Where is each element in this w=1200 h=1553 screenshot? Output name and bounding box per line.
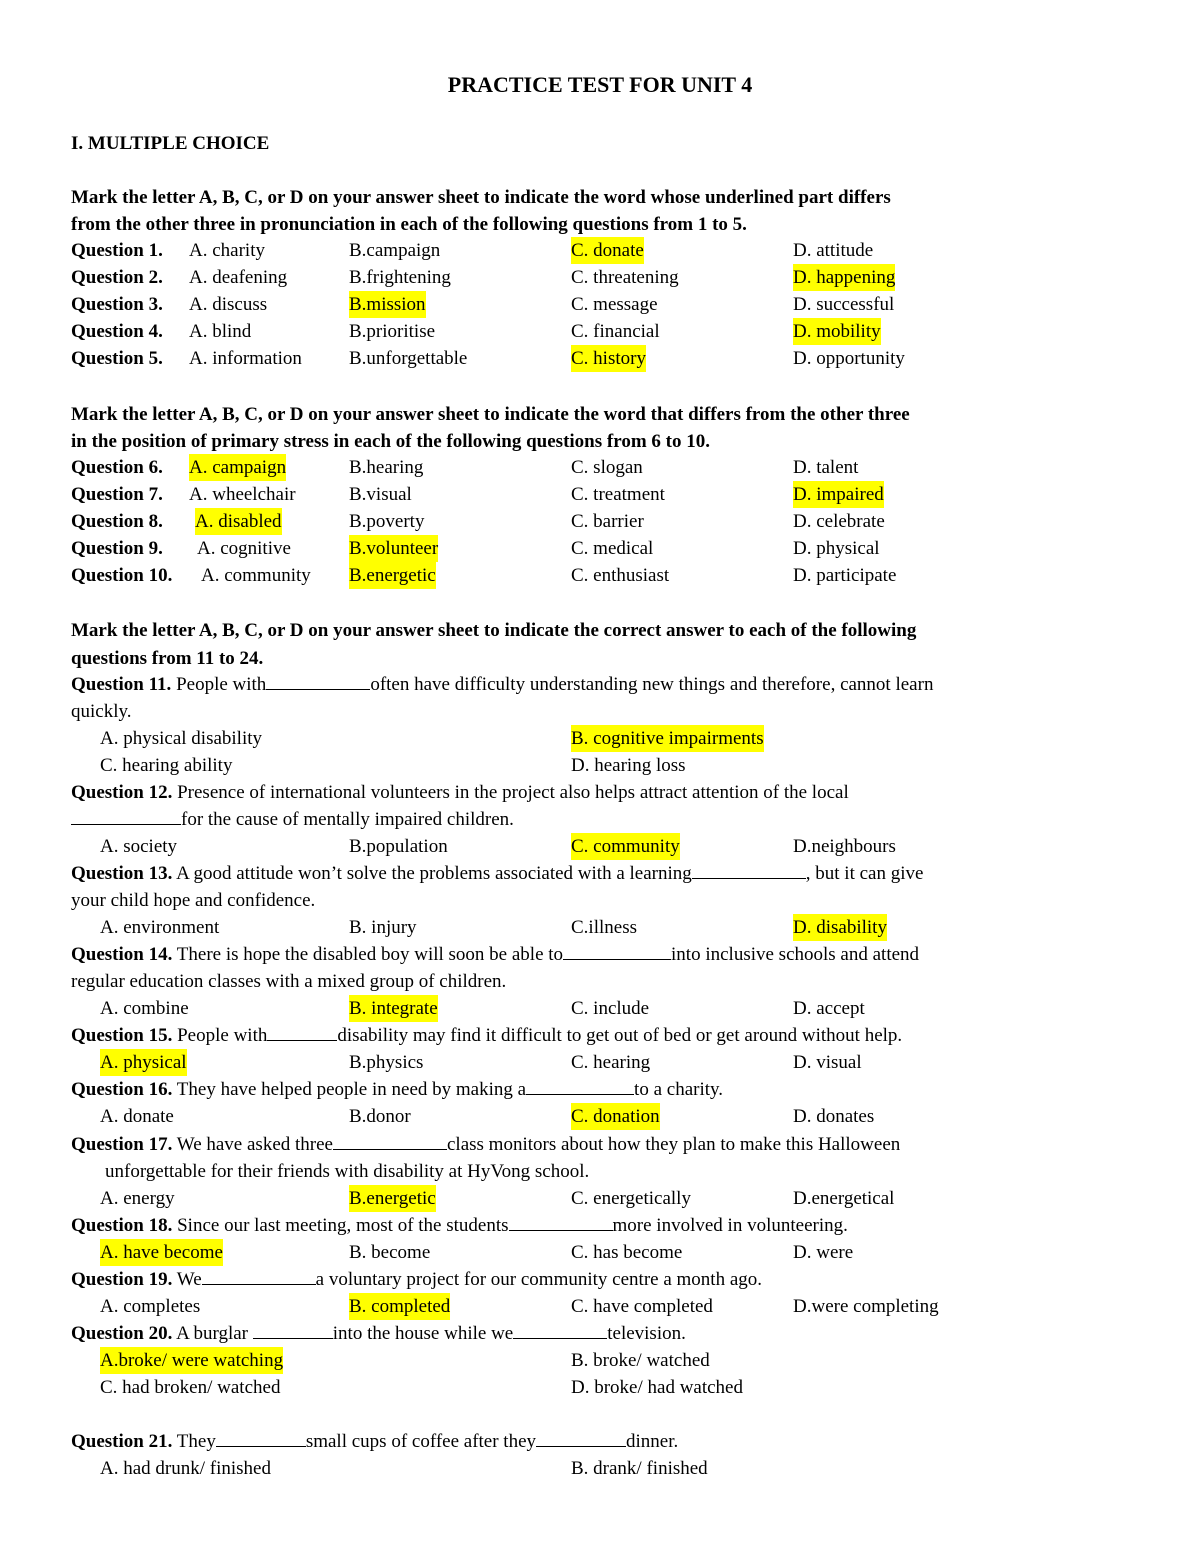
answer-blank: [333, 1131, 447, 1150]
option-c: C. hearing: [571, 1052, 651, 1073]
option-c-answer: C. donation: [571, 1103, 660, 1130]
option-d: D.were completing: [793, 1296, 939, 1317]
option-b: B.hearing: [349, 457, 424, 478]
option-d: D.energetical: [793, 1188, 895, 1209]
option-d: D. successful: [793, 294, 895, 315]
option-a: A. combine: [100, 998, 189, 1019]
option-b-answer: B. integrate: [349, 995, 438, 1022]
question-1: [71, 237, 1151, 264]
question-15-options: [71, 1049, 1151, 1076]
question-12-stem: [71, 779, 849, 806]
option-c: C. treatment: [571, 484, 665, 505]
option-c: C.illness: [571, 917, 637, 938]
option-a: A. completes: [100, 1296, 201, 1317]
stem-text: class monitors about how they plan to make this Halloween: [446, 1134, 901, 1155]
question-label: Question 17.: [71, 1134, 173, 1155]
option-c: C. slogan: [571, 457, 643, 478]
question-label: Question 19.: [71, 1269, 173, 1290]
stem-text: into inclusive schools and attend: [671, 944, 920, 965]
option-b: B. injury: [349, 917, 417, 938]
option-c-answer: C. history: [571, 345, 646, 372]
option-a: A. cognitive: [197, 538, 291, 559]
option-d: D. opportunity: [793, 348, 905, 369]
stem-text: We: [176, 1269, 202, 1290]
option-b-answer: B. cognitive impairments: [571, 725, 764, 752]
question-4: [71, 318, 1151, 345]
answer-blank: [692, 860, 806, 879]
option-a: A. had drunk/ finished: [100, 1458, 271, 1479]
question-14-stem-cont: regular education classes with a mixed group of children.: [71, 971, 507, 992]
question-label: Question 5.: [71, 348, 163, 369]
question-label: Question 1.: [71, 240, 163, 261]
stem-text: , but it can give: [805, 863, 924, 884]
question-label: Question 3.: [71, 294, 163, 315]
question-12-stem-cont: [71, 806, 514, 833]
option-d: D. physical: [793, 538, 880, 559]
option-a: A. society: [100, 836, 178, 857]
question-label: Question 4.: [71, 321, 163, 342]
option-d: D. hearing loss: [571, 755, 686, 776]
question-21-options: [71, 1455, 1151, 1482]
answer-blank: [509, 1212, 613, 1231]
question-20-options-2: [71, 1374, 1151, 1401]
instruction-2-line-2: in the position of primary stress in each of the following questions from 6 to 10.: [71, 431, 710, 452]
option-c: C. has become: [571, 1242, 683, 1263]
question-17-stem-cont: unforgettable for their friends with disability at HyVong school.: [105, 1161, 590, 1182]
answer-blank: [267, 1022, 337, 1041]
question-8: [71, 508, 1151, 535]
question-15-stem: [71, 1022, 902, 1049]
stem-text: more involved in volunteering.: [612, 1215, 848, 1236]
question-17-stem: [71, 1131, 900, 1158]
answer-blank: [563, 941, 671, 960]
question-6: [71, 454, 1151, 481]
question-label: Question 16.: [71, 1079, 173, 1100]
option-b: B.prioritise: [349, 321, 436, 342]
question-17-options: [71, 1185, 1151, 1212]
question-3: [71, 291, 1151, 318]
answer-blank: [526, 1076, 634, 1095]
stem-text: television.: [607, 1323, 686, 1344]
stem-text: for the cause of mentally impaired children.: [181, 809, 514, 830]
question-21-stem: [71, 1428, 678, 1455]
instruction-2-line-1: Mark the letter A, B, C, or D on your answer sheet to indicate the word that differs from the other three: [71, 404, 910, 425]
option-b: B. become: [349, 1242, 431, 1263]
question-label: Question 8.: [71, 511, 163, 532]
question-7: [71, 481, 1151, 508]
option-a-answer: A. campaign: [189, 454, 286, 481]
option-b-answer: B.energetic: [349, 562, 436, 589]
question-label: Question 18.: [71, 1215, 173, 1236]
option-a-answer: A. disabled: [195, 508, 282, 535]
option-d: D. participate: [793, 565, 897, 586]
option-c: C. include: [571, 998, 650, 1019]
option-a: A. physical disability: [100, 728, 263, 749]
question-20-stem: [71, 1320, 686, 1347]
option-d: D. accept: [793, 998, 865, 1019]
option-c: C. threatening: [571, 267, 679, 288]
stem-text: A burglar: [176, 1323, 249, 1344]
option-c: C. barrier: [571, 511, 644, 532]
option-a-answer: A.broke/ were watching: [100, 1347, 283, 1374]
option-c: C. financial: [571, 321, 660, 342]
question-label: Question 2.: [71, 267, 163, 288]
option-a-answer: A. physical: [100, 1049, 187, 1076]
question-20-options: [71, 1347, 1151, 1374]
option-d: D. celebrate: [793, 511, 885, 532]
option-c-answer: C. donate: [571, 237, 644, 264]
question-11-options: [71, 725, 1151, 752]
option-a: A. energy: [100, 1188, 175, 1209]
question-5: [71, 345, 1151, 372]
question-13-stem: [71, 860, 923, 887]
option-a: A. donate: [100, 1106, 174, 1127]
question-19-options: [71, 1293, 1151, 1320]
option-a: A. discuss: [189, 294, 268, 315]
option-d: D. broke/ had watched: [571, 1377, 743, 1398]
answer-blank: [536, 1428, 626, 1447]
question-16-stem: [71, 1076, 723, 1103]
question-13-options: [71, 914, 1151, 941]
question-18-options: [71, 1239, 1151, 1266]
question-11-stem: [71, 671, 933, 698]
question-9: [71, 535, 1151, 562]
question-label: Question 21.: [71, 1431, 173, 1452]
question-14-stem: [71, 941, 919, 968]
option-c: C. hearing ability: [100, 755, 233, 776]
option-d: D. were: [793, 1242, 854, 1263]
question-13-stem-cont: your child hope and confidence.: [71, 890, 316, 911]
answer-blank: [266, 671, 370, 690]
option-c-answer: C. community: [571, 833, 680, 860]
question-label: Question 7.: [71, 484, 163, 505]
option-a: A. blind: [189, 321, 252, 342]
option-d-answer: D. happening: [793, 264, 895, 291]
option-b: B.frightening: [349, 267, 451, 288]
question-10: [71, 562, 1151, 589]
stem-text: A good attitude won’t solve the problems associated with a learning: [176, 863, 692, 884]
question-label: Question 13.: [71, 863, 173, 884]
option-d: D. donates: [793, 1106, 875, 1127]
stem-text: Presence of international volunteers in the project also helps attract attention of the local: [177, 782, 849, 803]
answer-blank: [253, 1320, 333, 1339]
option-d: D. attitude: [793, 240, 874, 261]
question-label: Question 12.: [71, 782, 173, 803]
answer-blank: [71, 806, 181, 825]
instruction-1-line-2: from the other three in pronunciation in each of the following questions from 1 to 5.: [71, 214, 747, 235]
answer-blank: [216, 1428, 306, 1447]
question-12-options: [71, 833, 1151, 860]
stem-text: People with: [176, 674, 267, 695]
option-b: B. drank/ finished: [571, 1458, 708, 1479]
option-b-answer: B. completed: [349, 1293, 450, 1320]
answer-blank: [202, 1266, 316, 1285]
stem-text: People with: [177, 1025, 268, 1046]
answer-blank: [513, 1320, 607, 1339]
page-title: PRACTICE TEST FOR UNIT 4: [447, 72, 753, 97]
option-d: D.neighbours: [793, 836, 896, 857]
instruction-1-line-1: Mark the letter A, B, C, or D on your answer sheet to indicate the word whose underlined part differs: [71, 187, 891, 208]
option-c: C. have completed: [571, 1296, 713, 1317]
stem-text: There is hope the disabled boy will soon be able to: [176, 944, 564, 965]
question-11-stem-cont: quickly.: [71, 701, 132, 722]
question-label: Question 14.: [71, 944, 173, 965]
question-label: Question 20.: [71, 1323, 173, 1344]
question-label: Question 10.: [71, 565, 173, 586]
option-c: C. energetically: [571, 1188, 691, 1209]
question-label: Question 6.: [71, 457, 163, 478]
stem-text: small cups of coffee after they: [305, 1431, 537, 1452]
option-d-answer: D. mobility: [793, 318, 881, 345]
option-b-answer: B.volunteer: [349, 535, 438, 562]
option-b: B.visual: [349, 484, 412, 505]
option-c: C. had broken/ watched: [100, 1377, 281, 1398]
stem-text: disability may find it difficult to get out of bed or get around without help.: [337, 1025, 903, 1046]
option-b-answer: B.mission: [349, 291, 426, 318]
stem-text: a voluntary project for our community centre a month ago.: [315, 1269, 763, 1290]
stem-text: dinner.: [626, 1431, 679, 1452]
option-c: C. message: [571, 294, 658, 315]
option-d: D. talent: [793, 457, 859, 478]
option-d-answer: D. impaired: [793, 481, 884, 508]
option-b: B.unforgettable: [349, 348, 468, 369]
option-a: A. deafening: [189, 267, 288, 288]
option-d: D. visual: [793, 1052, 862, 1073]
option-b-answer: B.energetic: [349, 1185, 436, 1212]
question-2: [71, 264, 1151, 291]
option-d-answer: D. disability: [793, 914, 887, 941]
option-b: B. broke/ watched: [571, 1350, 710, 1371]
option-a: A. charity: [189, 240, 265, 261]
option-c: C. medical: [571, 538, 654, 559]
option-a: A. community: [201, 565, 311, 586]
section-heading: I. MULTIPLE CHOICE: [71, 133, 270, 154]
stem-text: to a charity.: [634, 1079, 724, 1100]
question-19-stem: [71, 1266, 762, 1293]
question-14-options: [71, 995, 1151, 1022]
stem-text: They: [176, 1431, 216, 1452]
question-label: Question 15.: [71, 1025, 173, 1046]
option-b: B.physics: [349, 1052, 424, 1073]
option-b: B.population: [349, 836, 448, 857]
stem-text: Since our last meeting, most of the students: [177, 1215, 509, 1236]
option-a: A. environment: [100, 917, 220, 938]
question-11-options-2: [71, 752, 1151, 779]
option-b: B.campaign: [349, 240, 441, 261]
instruction-3-line-2: questions from 11 to 24.: [71, 648, 264, 669]
question-label: Question 11.: [71, 674, 172, 695]
question-16-options: [71, 1103, 1151, 1130]
option-b: B.poverty: [349, 511, 425, 532]
option-a: A. wheelchair: [189, 484, 296, 505]
question-label: Question 9.: [71, 538, 163, 559]
question-18-stem: [71, 1212, 848, 1239]
option-a-answer: A. have become: [100, 1239, 223, 1266]
option-a: A. information: [189, 348, 302, 369]
option-c: C. enthusiast: [571, 565, 670, 586]
stem-text: into the house while we: [332, 1323, 514, 1344]
instruction-3-line-1: Mark the letter A, B, C, or D on your answer sheet to indicate the correct answer to each of the following: [71, 620, 917, 641]
stem-text: They have helped people in need by making a: [176, 1079, 527, 1100]
stem-text: often have difficulty understanding new things and therefore, cannot learn: [370, 674, 934, 695]
stem-text: We have asked three: [176, 1134, 333, 1155]
option-b: B.donor: [349, 1106, 411, 1127]
